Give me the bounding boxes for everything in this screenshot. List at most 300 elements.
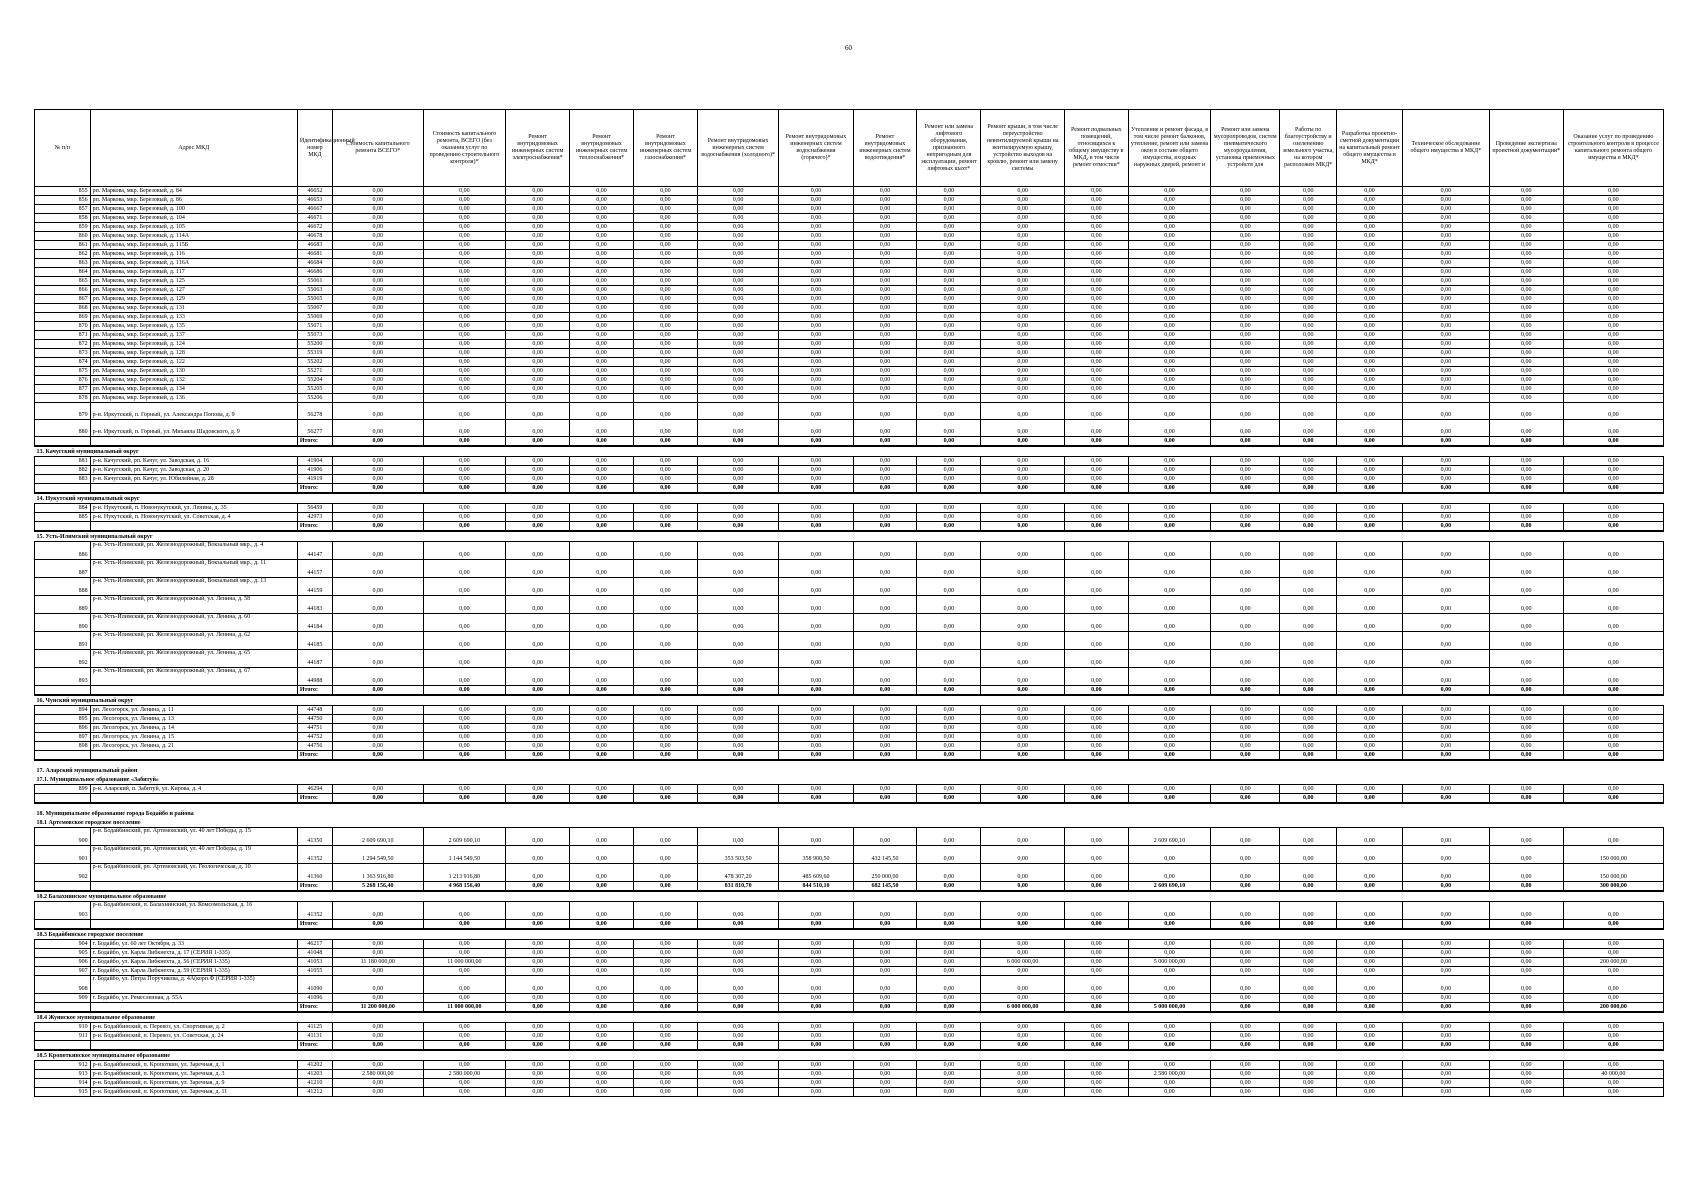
value-cell: 0,00 [423,241,505,250]
value-cell: 0,00 [423,940,505,949]
value-cell: 0,00 [1489,367,1563,376]
value-cell: 0,00 [697,232,778,241]
value-cell: 0,00 [1337,385,1403,394]
value-cell: 0,00 [853,403,917,420]
value-cell: 0,00 [1489,349,1563,358]
value-cell: 0,00 [633,223,697,232]
value-cell: 0,00 [981,724,1065,733]
address-cell: рп. Маркова, мкр. Березовый, д. 116 [90,250,297,259]
value-cell: 0,00 [633,513,697,522]
total-value: 0,00 [853,794,917,804]
value-cell: 0,00 [332,668,423,686]
value-cell: 0,00 [1064,403,1128,420]
total-value: 0,00 [570,522,634,532]
value-cell: 0,00 [423,994,505,1003]
value-cell: 0,00 [1280,196,1337,205]
value-cell: 0,00 [779,259,853,268]
value-cell: 0,00 [917,846,981,864]
value-cell: 0,00 [779,1032,853,1041]
total-value: 0,00 [1064,686,1128,696]
mkd-id-cell: 55205 [297,385,332,394]
value-cell: 0,00 [423,367,505,376]
value-cell: 0,00 [981,706,1065,715]
value-cell: 0,00 [1337,475,1403,484]
value-cell: 0,00 [917,949,981,958]
value-cell: 0,00 [697,994,778,1003]
value-cell: 0,00 [1403,268,1490,277]
value-cell: 0,00 [697,223,778,232]
total-row [35,437,1664,447]
table-row [35,668,1664,686]
value-cell: 0,00 [633,322,697,331]
value-cell: 0,00 [853,596,917,614]
value-cell: 0,00 [1280,828,1337,846]
column-header: Ремонт внутридомовых инженерных систем водоснабжения (горячего)* [779,110,853,187]
value-cell: 0,00 [779,504,853,513]
value-cell: 0,00 [423,322,505,331]
value-cell: 0,00 [1563,1079,1663,1088]
value-cell: 0,00 [1280,967,1337,976]
section-heading: 18.3 Бодайбинское городское поселение [36,932,144,938]
address-cell: г. Бодайбо, ул. 60 лет Октября, д. 33 [90,940,297,949]
value-cell: 0,00 [981,420,1065,437]
value-cell: 0,00 [332,376,423,385]
total-blank [35,484,91,494]
mkd-id-cell: 44185 [297,632,332,650]
value-cell: 0,00 [570,846,634,864]
value-cell: 0,00 [697,902,778,920]
mkd-id-cell: 44748 [297,706,332,715]
total-value: 0,00 [1211,686,1280,696]
value-cell: 0,00 [1337,367,1403,376]
total-value: 0,00 [779,437,853,447]
row-number: 881 [35,457,91,466]
total-value: 0,00 [633,751,697,761]
value-cell: 0,00 [1211,475,1280,484]
value-cell: 0,00 [1211,614,1280,632]
total-value: 0,00 [1280,437,1337,447]
value-cell: 0,00 [633,313,697,322]
total-blank [90,882,297,892]
value-cell: 0,00 [1489,994,1563,1003]
value-cell: 0,00 [779,187,853,196]
value-cell: 0,00 [697,504,778,513]
value-cell: 0,00 [1489,1070,1563,1079]
value-cell: 0,00 [506,394,570,403]
value-cell: 0,00 [506,268,570,277]
value-cell: 0,00 [981,466,1065,475]
value-cell: 0,00 [506,1032,570,1041]
total-value: 0,00 [1337,484,1403,494]
value-cell: 0,00 [697,286,778,295]
table-row [35,223,1664,232]
value-cell: 0,00 [1563,187,1663,196]
value-cell: 0,00 [917,331,981,340]
table-row [35,214,1664,223]
value-cell: 0,00 [981,715,1065,724]
row-number: 876 [35,376,91,385]
value-cell: 0,00 [697,632,778,650]
section-heading: 17. Аларский муниципальный район [36,768,138,774]
row-number: 907 [35,967,91,976]
value-cell: 0,00 [1563,785,1663,794]
table-row [35,715,1664,724]
value-cell: 0,00 [917,632,981,650]
row-number: 905 [35,949,91,958]
value-cell: 0,00 [1563,304,1663,313]
row-number: 908 [35,976,91,994]
value-cell: 0,00 [570,475,634,484]
value-cell: 0,00 [917,864,981,882]
table-row [35,241,1664,250]
value-cell: 0,00 [1064,304,1128,313]
value-cell: 0,00 [1211,376,1280,385]
value-cell: 0,00 [853,241,917,250]
mkd-id-cell: 46671 [297,214,332,223]
value-cell: 0,00 [697,828,778,846]
value-cell: 0,00 [1064,457,1128,466]
value-cell: 0,00 [633,420,697,437]
row-number: 856 [35,196,91,205]
value-cell: 0,00 [1403,340,1490,349]
value-cell: 0,00 [697,1079,778,1088]
value-cell: 0,00 [1064,513,1128,522]
table-row [35,232,1664,241]
section-heading-row [35,695,1664,706]
total-value: 0,00 [697,1041,778,1051]
value-cell: 0,00 [633,376,697,385]
value-cell: 0,00 [697,1023,778,1032]
total-value: 0,00 [1128,484,1210,494]
value-cell: 0,00 [1403,394,1490,403]
value-cell: 0,00 [1211,715,1280,724]
total-label: Итого: [297,751,332,761]
value-cell: 0,00 [570,349,634,358]
address-cell: р-н. Бодайбинский, рп. Артемовский, ул. Геологическая, д. 10 [90,864,297,882]
value-cell: 0,00 [570,967,634,976]
value-cell: 0,00 [506,250,570,259]
address-cell: р-н. Усть-Илимский, рп. Железнодорожный, Вокзальный мкр., д. 4 [90,542,297,560]
value-cell: 0,00 [1128,394,1210,403]
value-cell: 0,00 [1064,902,1128,920]
value-cell: 0,00 [1489,596,1563,614]
value-cell: 0,00 [1563,376,1663,385]
value-cell: 0,00 [1337,277,1403,286]
total-value: 0,00 [1211,484,1280,494]
value-cell: 0,00 [1280,1070,1337,1079]
value-cell: 0,00 [981,733,1065,742]
value-cell: 0,00 [779,560,853,578]
value-cell: 0,00 [1128,376,1210,385]
total-value: 0,00 [853,686,917,696]
value-cell: 0,00 [1337,542,1403,560]
value-cell: 0,00 [779,385,853,394]
value-cell: 0,00 [917,976,981,994]
value-cell: 0,00 [853,1023,917,1032]
value-cell: 0,00 [1489,614,1563,632]
value-cell: 0,00 [981,223,1065,232]
value-cell: 0,00 [853,250,917,259]
value-cell: 0,00 [633,340,697,349]
total-blank [35,920,91,930]
total-blank [90,794,297,804]
value-cell: 0,00 [1280,331,1337,340]
value-cell: 0,00 [506,864,570,882]
value-cell: 0,00 [697,349,778,358]
value-cell: 0,00 [1280,367,1337,376]
total-value: 0,00 [570,484,634,494]
value-cell: 0,00 [633,578,697,596]
value-cell: 11 180 000,00 [332,958,423,967]
address-cell: рп. Маркова, мкр. Березовый, д. 127 [90,286,297,295]
value-cell: 0,00 [1403,286,1490,295]
value-cell: 0,00 [1403,949,1490,958]
value-cell: 0,00 [506,650,570,668]
value-cell: 0,00 [633,846,697,864]
total-value: 0,00 [779,484,853,494]
total-value: 831 810,70 [697,882,778,892]
value-cell: 0,00 [779,232,853,241]
value-cell: 0,00 [853,828,917,846]
value-cell: 0,00 [1403,1023,1490,1032]
value-cell: 2 580 000,00 [423,1070,505,1079]
table-row [35,828,1664,846]
row-number: 912 [35,1061,91,1070]
value-cell: 0,00 [1211,313,1280,322]
value-cell: 0,00 [1489,668,1563,686]
value-cell: 0,00 [1128,187,1210,196]
row-number: 866 [35,286,91,295]
column-header: Ремонт внутридомовых инженерных систем теплоснабжения* [570,110,634,187]
total-value: 0,00 [981,686,1065,696]
mkd-id-cell: 46672 [297,223,332,232]
value-cell: 0,00 [633,367,697,376]
section-heading: 18.4 Жуинское муниципальное образование [36,1015,156,1021]
value-cell: 0,00 [1403,1088,1490,1097]
total-value: 0,00 [1128,1041,1210,1051]
value-cell: 0,00 [332,367,423,376]
value-cell: 0,00 [1337,349,1403,358]
total-blank [90,751,297,761]
value-cell: 0,00 [633,241,697,250]
value-cell: 0,00 [633,250,697,259]
address-cell: р-н. Усть-Илимский, рп. Железнодорожный, Вокзальный мкр., д. 13 [90,578,297,596]
value-cell: 0,00 [1211,846,1280,864]
total-row [35,1041,1664,1051]
value-cell: 0,00 [1064,967,1128,976]
value-cell: 0,00 [423,1088,505,1097]
value-cell: 0,00 [779,367,853,376]
table-row [35,205,1664,214]
table-row [35,1061,1664,1070]
value-cell: 0,00 [423,1079,505,1088]
total-value: 11 200 000,00 [332,1003,423,1013]
value-cell: 0,00 [1403,742,1490,751]
value-cell: 0,00 [917,504,981,513]
value-cell: 0,00 [1280,513,1337,522]
value-cell: 0,00 [1337,967,1403,976]
value-cell: 0,00 [697,706,778,715]
value-cell: 0,00 [853,504,917,513]
table-row [35,706,1664,715]
value-cell: 0,00 [506,420,570,437]
address-cell: р-н. Иркутский, п. Горный, ул. Александра Попова, д. 9 [90,403,297,420]
value-cell: 0,00 [779,1070,853,1079]
value-cell: 0,00 [1211,259,1280,268]
value-cell: 0,00 [506,542,570,560]
value-cell: 0,00 [1563,250,1663,259]
total-blank [90,484,297,494]
value-cell: 0,00 [1128,385,1210,394]
column-header: Оказание услуг по проведению строительного контроля в процессе капитального ремонта общего имущества в МКД* [1563,110,1663,187]
value-cell: 0,00 [1337,196,1403,205]
total-value: 0,00 [917,484,981,494]
value-cell: 0,00 [1280,475,1337,484]
value-cell: 0,00 [917,322,981,331]
value-cell: 0,00 [697,313,778,322]
table-row [35,385,1664,394]
total-row [35,751,1664,761]
total-value: 0,00 [697,686,778,696]
value-cell: 0,00 [779,268,853,277]
value-cell: 0,00 [697,1088,778,1097]
address-cell: рп. Маркова, мкр. Березовый, д. 130 [90,367,297,376]
total-value: 0,00 [1128,686,1210,696]
value-cell: 0,00 [779,1061,853,1070]
value-cell: 0,00 [779,578,853,596]
total-value: 200 000,00 [1563,1003,1663,1013]
value-cell: 1 294 549,50 [332,846,423,864]
value-cell: 0,00 [332,340,423,349]
table-row [35,724,1664,733]
section-heading: 13. Качугский муниципальный округ [36,449,139,455]
address-cell: р-н. Аларский, п. Забитуй, ул. Кирова, д. 4 [90,785,297,794]
value-cell: 0,00 [1489,1061,1563,1070]
value-cell: 0,00 [981,846,1065,864]
address-cell: рп. Маркова, мкр. Березовый, д. 116А [90,259,297,268]
total-value: 0,00 [1211,437,1280,447]
value-cell: 0,00 [853,322,917,331]
total-label: Итого: [297,920,332,930]
value-cell: 0,00 [1563,367,1663,376]
value-cell: 0,00 [1489,268,1563,277]
value-cell: 0,00 [1403,504,1490,513]
value-cell: 0,00 [1563,241,1663,250]
value-cell: 0,00 [1211,864,1280,882]
total-value: 0,00 [1563,1041,1663,1051]
value-cell: 0,00 [1211,578,1280,596]
value-cell: 0,00 [917,313,981,322]
address-cell: р-н. Усть-Илимский, рп. Железнодорожный, ул. Ленина, д. 58 [90,596,297,614]
table-row [35,475,1664,484]
value-cell: 0,00 [570,504,634,513]
value-cell: 0,00 [570,1061,634,1070]
total-value: 300 000,00 [1563,882,1663,892]
value-cell: 0,00 [1064,268,1128,277]
value-cell: 0,00 [697,205,778,214]
table-row [35,994,1664,1003]
value-cell: 0,00 [1337,596,1403,614]
section-heading-row [35,766,1664,775]
value-cell: 0,00 [1280,668,1337,686]
row-number: 883 [35,475,91,484]
value-cell: 0,00 [633,632,697,650]
value-cell: 0,00 [1211,385,1280,394]
value-cell: 0,00 [332,241,423,250]
value-cell: 0,00 [1211,542,1280,560]
section-heading-row [35,446,1664,457]
total-value: 0,00 [506,882,570,892]
value-cell: 0,00 [1280,560,1337,578]
value-cell: 0,00 [1337,1070,1403,1079]
value-cell: 0,00 [1403,295,1490,304]
value-cell: 0,00 [1211,331,1280,340]
value-cell: 0,00 [332,420,423,437]
total-value: 0,00 [981,794,1065,804]
value-cell: 0,00 [981,241,1065,250]
value-cell: 0,00 [1403,259,1490,268]
value-cell: 0,00 [332,994,423,1003]
table-row [35,187,1664,196]
total-blank [90,1041,297,1051]
value-cell: 0,00 [570,277,634,286]
value-cell: 0,00 [332,277,423,286]
value-cell: 0,00 [633,542,697,560]
value-cell: 0,00 [1280,322,1337,331]
value-cell: 200 000,00 [1563,958,1663,967]
value-cell: 0,00 [1064,475,1128,484]
value-cell: 0,00 [506,846,570,864]
value-cell: 0,00 [1211,724,1280,733]
total-value: 0,00 [1563,522,1663,532]
total-value: 0,00 [423,794,505,804]
value-cell: 0,00 [633,614,697,632]
total-blank [35,882,91,892]
table-row [35,1088,1664,1097]
value-cell: 0,00 [1489,214,1563,223]
value-cell: 0,00 [697,1070,778,1079]
value-cell: 0,00 [981,475,1065,484]
value-cell: 0,00 [917,457,981,466]
total-label: Итого: [297,794,332,804]
value-cell: 0,00 [332,223,423,232]
value-cell: 0,00 [853,232,917,241]
row-number: 909 [35,994,91,1003]
value-cell: 0,00 [917,715,981,724]
value-cell: 0,00 [423,976,505,994]
value-cell: 0,00 [570,724,634,733]
value-cell: 0,00 [853,724,917,733]
address-cell: р-н. Бодайбинский, п. Перевоз, ул. Спортивная, д. 2 [90,1023,297,1032]
value-cell: 0,00 [917,1023,981,1032]
value-cell: 0,00 [633,403,697,420]
row-number: 863 [35,259,91,268]
total-value: 0,00 [1211,751,1280,761]
value-cell: 0,00 [633,1061,697,1070]
value-cell: 0,00 [1064,340,1128,349]
value-cell: 0,00 [1337,376,1403,385]
value-cell: 0,00 [1337,286,1403,295]
value-cell: 0,00 [697,304,778,313]
mkd-id-cell: 55069 [297,313,332,322]
value-cell: 0,00 [853,205,917,214]
value-cell: 0,00 [1563,232,1663,241]
total-value: 0,00 [1211,522,1280,532]
value-cell: 0,00 [1337,513,1403,522]
value-cell: 0,00 [1128,475,1210,484]
value-cell: 0,00 [1563,940,1663,949]
value-cell: 0,00 [1064,632,1128,650]
